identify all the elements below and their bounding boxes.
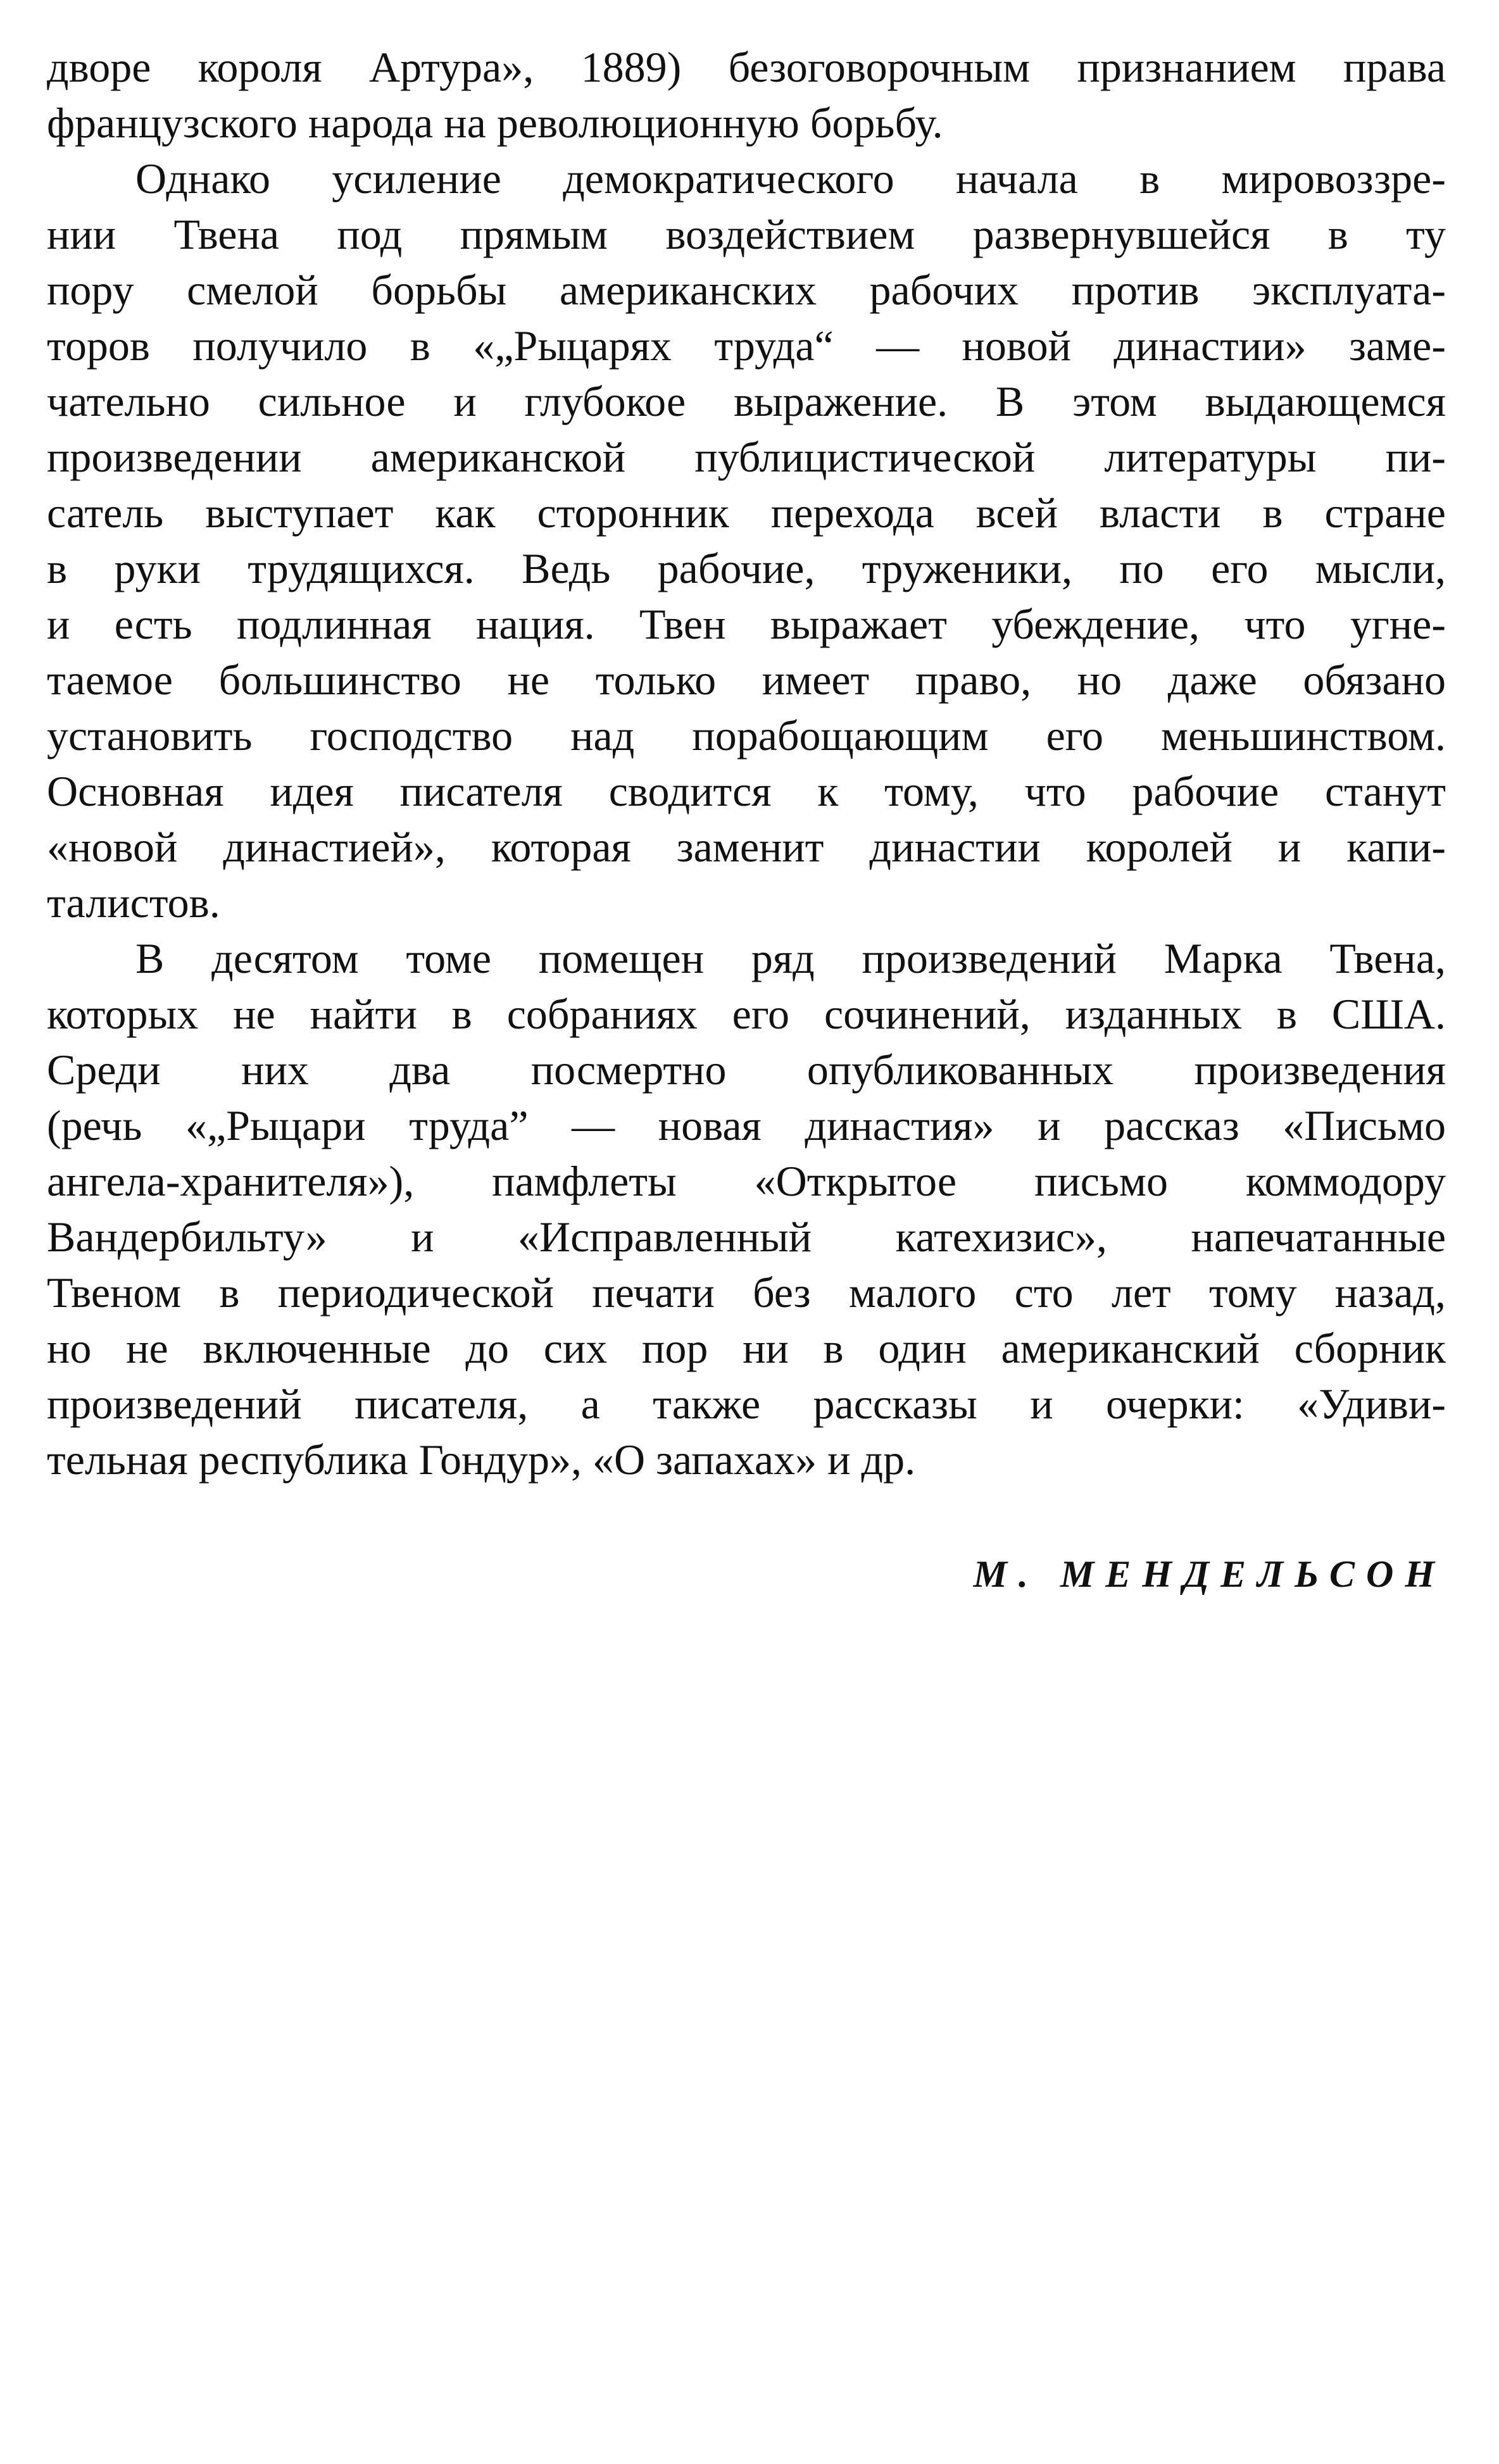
text-line: но не включенные до сих пор ни в один американский сборник [47, 1324, 1446, 1372]
text-line: французского народа на революционную борьбу. [47, 99, 943, 147]
text-line: В десятом томе помещен ряд произведений Марка Твена, [135, 934, 1446, 982]
text-line: чательно сильное и глубокое выражение. В этом выдающемся [47, 377, 1446, 425]
text-line: таемое большинство не только имеет право, но даже обязано [47, 656, 1446, 704]
text-line: произведении американской публицистической литературы пи- [47, 433, 1446, 481]
paragraph-3 [47, 930, 1446, 1487]
text-line: Вандербильту» и «Исправленный катехизис», напечатанные [47, 1213, 1446, 1261]
text-line: дворе короля Артура», 1889) безоговорочным признанием права [47, 43, 1446, 91]
text-line: и есть подлинная нация. Твен выражает убеждение, что угне- [47, 600, 1446, 648]
text-line: произведений писателя, а также рассказы и очерки: «Удиви- [47, 1380, 1446, 1428]
text-line: «новой династией», которая заменит династии королей и капи- [47, 823, 1446, 871]
text-line: Однако усиление демократического начала в мировоззре- [135, 154, 1446, 203]
text-line: ангела-хранителя»), памфлеты «Открытое письмо коммодору [47, 1157, 1446, 1205]
text-line: Среди них два посмертно опубликованных произведения [47, 1046, 1446, 1094]
text-line: Основная идея писателя сводится к тому, что рабочие станут [47, 767, 1446, 815]
text-line: в руки трудящихся. Ведь рабочие, труженики, по его мысли, [47, 544, 1446, 592]
document-page [47, 39, 1446, 1595]
paragraph-2 [47, 151, 1446, 930]
text-line: сатель выступает как сторонник перехода всей власти в стране [47, 489, 1446, 537]
text-line: Твеном в периодической печати без малого сто лет тому назад, [47, 1268, 1446, 1316]
text-line: талистов. [47, 879, 220, 927]
text-line: установить господство над порабощающим его меньшинством. [47, 711, 1446, 760]
text-line: нии Твена под прямым воздействием развернувшейся в ту [47, 210, 1446, 258]
paragraph-1 [47, 39, 1446, 151]
author-signature: М. МЕНДЕЛЬСОН [973, 1553, 1446, 1595]
text-line: которых не найти в собраниях его сочинений, изданных в США. [47, 990, 1446, 1038]
text-line: пору смелой борьбы американских рабочих против эксплуата- [47, 266, 1446, 314]
text-line: торов получило в «„Рыцарях труда“ — новой династии» заме- [47, 322, 1446, 370]
text-line: (речь «„Рыцари труда” — новая династия» и рассказ «Письмо [47, 1101, 1446, 1149]
text-line: тельная республика Гондур», «О запахах» и др. [47, 1435, 916, 1484]
